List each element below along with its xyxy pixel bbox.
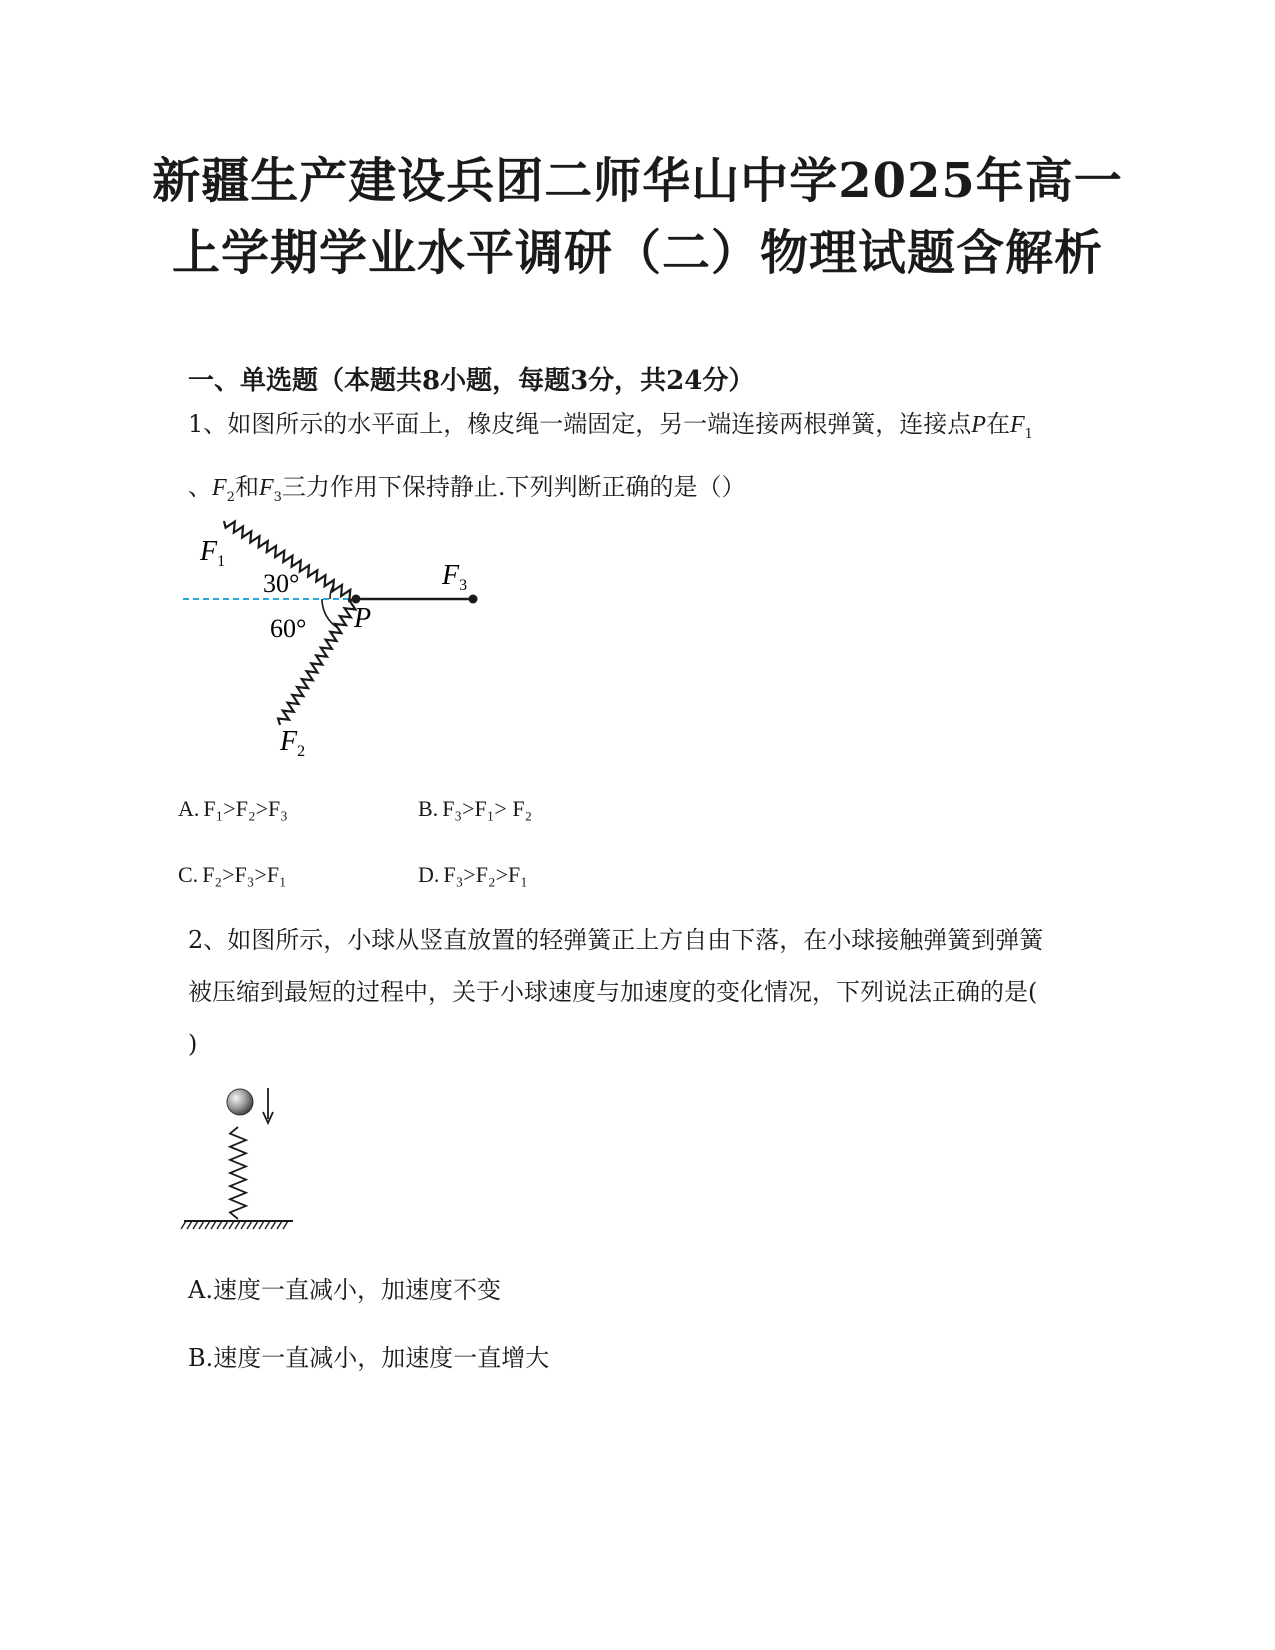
q1-line1-a: 1、如图所示的水平面上，橡皮绳一端固定，另一端连接两根弹簧，连接点 (188, 410, 972, 438)
ground-hatch-mark (217, 1221, 222, 1229)
q1-label-angle-30: 30° (263, 569, 300, 598)
q2-line-3: ) (188, 1030, 198, 1058)
q2-spring (230, 1127, 246, 1219)
ground-hatch-mark (241, 1221, 246, 1229)
ground-hatch-mark (247, 1221, 252, 1229)
ground-hatch-mark (271, 1221, 276, 1229)
q1-option-b[interactable]: B. F₃>F₁> F₂ (418, 796, 533, 821)
q2-figure (180, 1085, 310, 1235)
ground-hatch-mark (277, 1221, 282, 1229)
q2-option-a[interactable]: A.速度一直减小，加速度不变 (188, 1276, 501, 1304)
ground-hatch-mark (265, 1221, 270, 1229)
ground-hatch-mark (229, 1221, 234, 1229)
section-heading: 一、单选题（本题共8小题，每题3分，共24分） (188, 366, 755, 396)
ground-hatch-mark (235, 1221, 240, 1229)
q2-line-1: 2、如图所示，小球从竖直放置的轻弹簧正上方自由下落，在小球接触弹簧到弹簧 (188, 926, 1044, 954)
q1-f1-symbol: F (1009, 412, 1025, 438)
q1-f2-subscript: 2 (226, 489, 235, 505)
ground-hatch-mark (187, 1221, 192, 1229)
q1-line2-b: 和 (234, 472, 259, 501)
q1-point-p: P (971, 412, 986, 438)
question-2-text (188, 914, 1088, 1070)
q1-option-c[interactable]: C. F₂>F₃>F₁ (178, 862, 287, 887)
q1-label-f2: $F_2$ (280, 726, 306, 760)
q1-label-p: P (354, 603, 372, 634)
q1-f2-symbol: F (212, 474, 227, 501)
q1-line1-b: 在 (985, 410, 1010, 438)
q1-label-f3: $F_3$ (442, 560, 468, 594)
q2-ground-hatch (181, 1221, 288, 1229)
q1-f3-subscript: 3 (273, 489, 282, 505)
ground-hatch-mark (211, 1221, 216, 1229)
ground-hatch-mark (205, 1221, 210, 1229)
question-1-text (188, 398, 1088, 524)
q1-option-a[interactable]: A. F₁>F₂>F₃ (178, 796, 288, 821)
q1-option-d[interactable]: D. F₃>F₂>F₁ (418, 862, 528, 887)
ground-hatch-mark (199, 1221, 204, 1229)
q1-label-f1: $F_1$ (200, 536, 226, 570)
q1-f1-subscript: 1 (1024, 426, 1033, 442)
q2-option-b[interactable]: B.速度一直减小，加速度一直增大 (188, 1344, 550, 1372)
q1-line2-a: 、 (188, 472, 212, 501)
ground-hatch-mark (283, 1221, 288, 1229)
q1-figure (180, 515, 520, 785)
ground-hatch-mark (253, 1221, 258, 1229)
q2-line-2: 被压缩到最短的过程中，关于小球速度与加速度的变化情况，下列说法正确的是( (188, 978, 1038, 1006)
q1-f3-endpoint (469, 595, 478, 604)
q1-f3-symbol: F (258, 474, 274, 501)
ground-hatch-mark (223, 1221, 228, 1229)
document-title-line-2: 上学期学业水平调研（二）物理试题含解析 (171, 225, 1103, 281)
ground-hatch-mark (193, 1221, 198, 1229)
q1-label-angle-60: 60° (270, 614, 307, 643)
ground-hatch-mark (259, 1221, 264, 1229)
q2-ball (227, 1089, 253, 1115)
q1-line2-c: 三力作用下保持静止.下列判断正确的是（） (281, 472, 746, 501)
ground-hatch-mark (181, 1221, 186, 1229)
document-title-line-1: 新疆生产建设兵团二师华山中学2025年高一 (152, 153, 1123, 209)
